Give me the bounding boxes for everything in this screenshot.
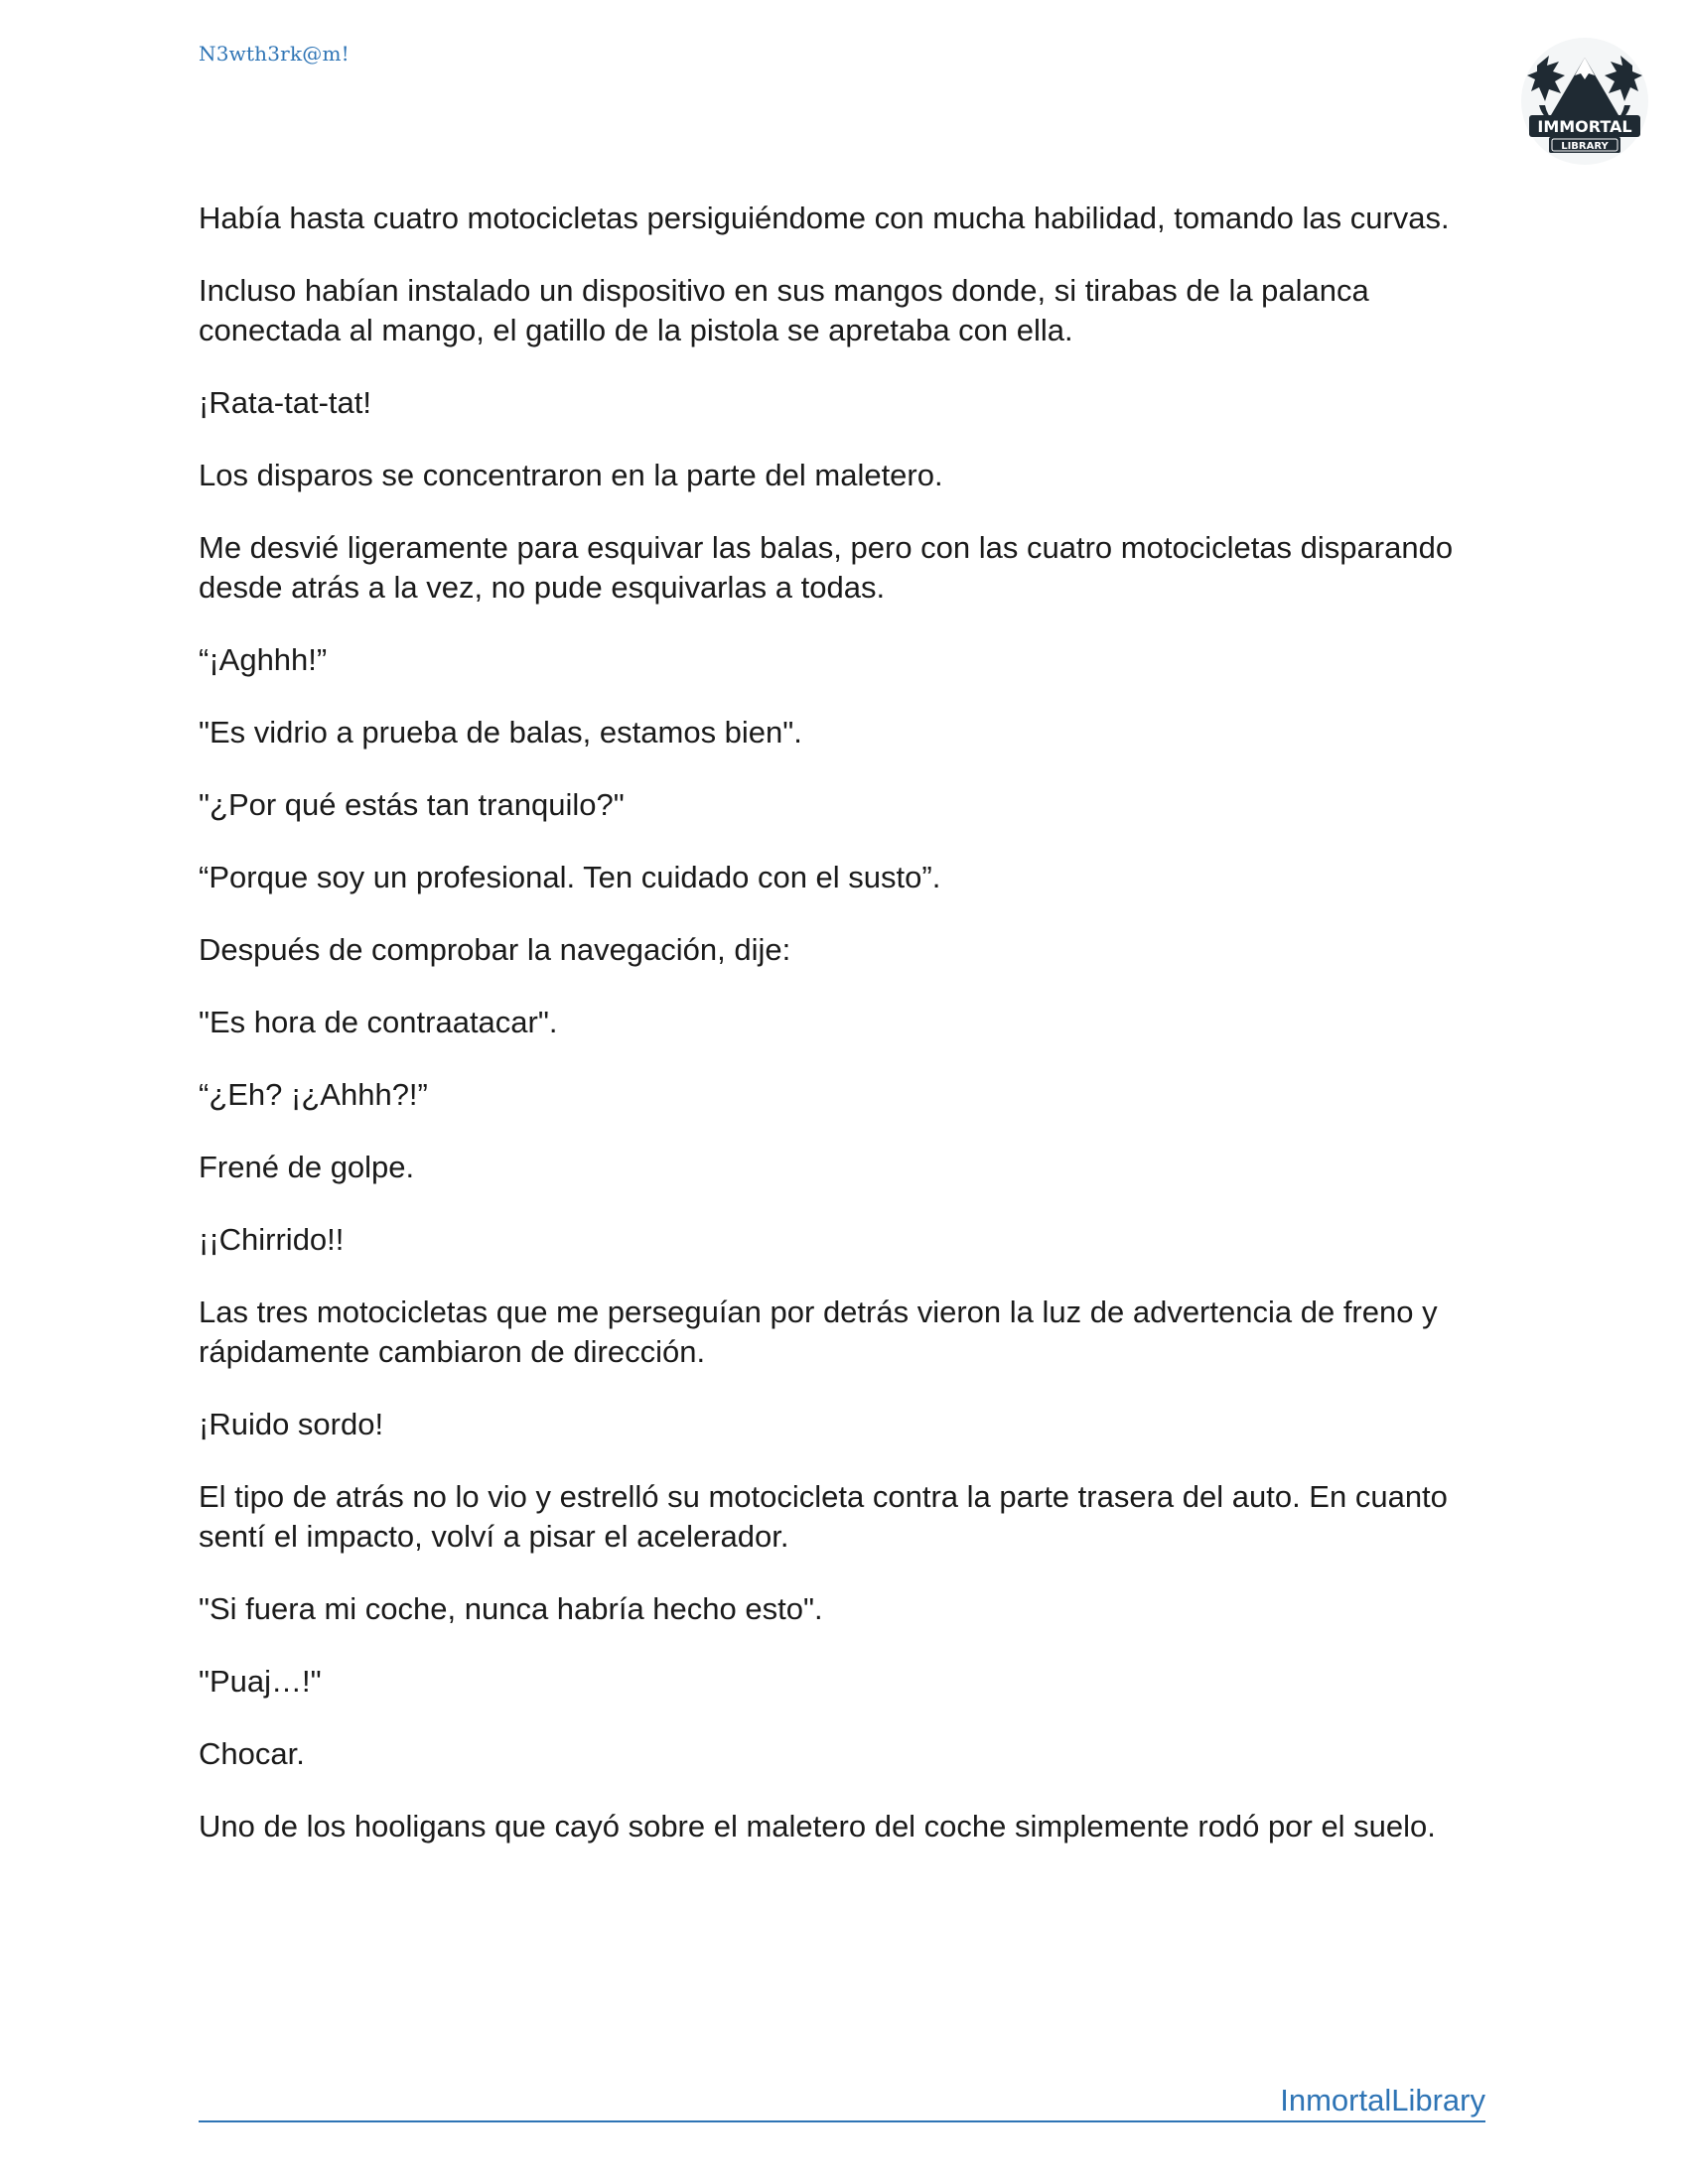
immortal-library-logo (1519, 36, 1650, 167)
paragraph: Me desvié ligeramente para esquivar las balas, pero con las cuatro motocicletas disparando desde atrás a la vez, no pude esquivarlas a todas. (199, 530, 1454, 605)
paragraph: Después de comprobar la navegación, dije: (199, 932, 791, 967)
paragraph: El tipo de atrás no lo vio y estrelló su motocicleta contra la parte trasera del auto. En cuanto sentí el impacto, volví a pisar el acelerador. (199, 1479, 1448, 1554)
paragraph: ¡Ruido sordo! (199, 1407, 384, 1441)
paragraph: ¡¡Chirrido!! (199, 1222, 345, 1257)
paragraph: "Es hora de contraatacar". (199, 1005, 558, 1039)
dragon-mountain-emblem-icon (1519, 36, 1650, 167)
paragraph: "Es vidrio a prueba de balas, estamos bien". (199, 715, 802, 750)
footer-rule (199, 2081, 1485, 2122)
header-watermark: N3wth3rk@m! (199, 42, 350, 66)
paragraph: “¡Aghhh!” (199, 642, 328, 677)
paragraph: Los disparos se concentraron en la parte del maletero. (199, 458, 943, 492)
logo-line-2: LIBRARY (1561, 141, 1609, 152)
paragraph: "¿Por qué estás tan tranquilo?" (199, 787, 625, 822)
paragraph: "Si fuera mi coche, nunca habría hecho esto". (199, 1591, 823, 1626)
footer-library-link[interactable]: InmortalLibrary (1280, 2083, 1485, 2117)
paragraph: Las tres motocicletas que me perseguían por detrás vieron la luz de advertencia de freno y rápidamente cambiaron de dirección. (199, 1295, 1438, 1369)
paragraph: Frené de golpe. (199, 1150, 415, 1184)
paragraph: Incluso habían instalado un dispositivo en sus mangos donde, si tirabas de la palanca conectada al mango, el gatillo de la pistola se apretaba con ella. (199, 273, 1369, 347)
paragraph: Chocar. (199, 1736, 305, 1771)
paragraph: “¿Eh? ¡¿Ahhh?!” (199, 1077, 428, 1112)
chapter-body (199, 199, 1489, 1879)
paragraph: Uno de los hooligans que cayó sobre el maletero del coche simplemente rodó por el suelo. (199, 1809, 1436, 1843)
paragraph: ¡Rata-tat-tat! (199, 385, 371, 420)
paragraph: "Puaj…!" (199, 1664, 322, 1699)
logo-line-1: IMMORTAL (1537, 117, 1632, 136)
paragraph: “Porque soy un profesional. Ten cuidado con el susto”. (199, 860, 941, 894)
paragraph: Había hasta cuatro motocicletas persiguiéndome con mucha habilidad, tomando las curvas. (199, 201, 1450, 235)
